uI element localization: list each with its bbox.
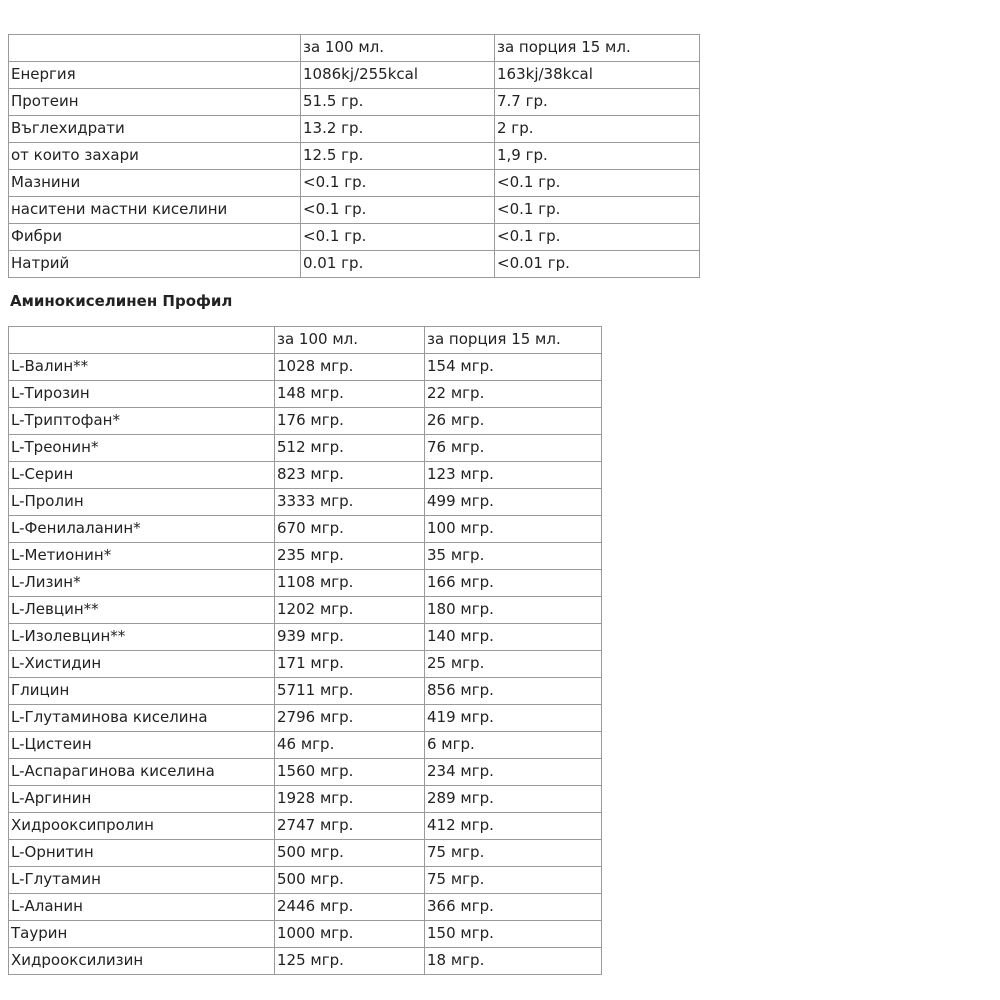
value-cell: 1,9 гр. [495,143,700,170]
value-cell: <0.1 гр. [301,224,495,251]
table-row [9,570,602,597]
table-row [9,705,602,732]
value-cell: 75 мгр. [425,867,602,894]
table-row [9,462,602,489]
value-cell: <0.1 гр. [495,170,700,197]
value-cell: 7.7 гр. [495,89,700,116]
value-cell: 823 мгр. [275,462,425,489]
table-row [9,170,700,197]
value-cell: 419 мгр. [425,705,602,732]
value-cell: 180 мгр. [425,597,602,624]
table-row [9,224,700,251]
value-cell: 148 мгр. [275,381,425,408]
table-row [9,678,602,705]
row-label: L-Треонин* [9,435,275,462]
table-row [9,597,602,624]
row-label: Въглехидрати [9,116,301,143]
value-cell: 939 мгр. [275,624,425,651]
table-row [9,354,602,381]
value-cell: 856 мгр. [425,678,602,705]
value-cell: 100 мгр. [425,516,602,543]
row-label: L-Глутаминова киселина [9,705,275,732]
value-cell: 235 мгр. [275,543,425,570]
value-cell: 2747 мгр. [275,813,425,840]
amino-table-body [9,327,602,975]
value-cell: 1108 мгр. [275,570,425,597]
value-cell: 140 мгр. [425,624,602,651]
header-cell: за порция 15 мл. [495,35,700,62]
value-cell: 234 мгр. [425,759,602,786]
value-cell: 670 мгр. [275,516,425,543]
row-label: Енергия [9,62,301,89]
nutrition-table [8,34,700,278]
value-cell: 154 мгр. [425,354,602,381]
value-cell: 123 мгр. [425,462,602,489]
row-label: L-Аспарагинова киселина [9,759,275,786]
row-label: L-Орнитин [9,840,275,867]
value-cell: 5711 мгр. [275,678,425,705]
table-row [9,840,602,867]
table-header-row [9,327,602,354]
row-label: Хидрооксилизин [9,948,275,975]
table-row [9,197,700,224]
table-row [9,894,602,921]
header-cell [9,327,275,354]
value-cell: 500 мгр. [275,867,425,894]
value-cell: 25 мгр. [425,651,602,678]
row-label: наситени мастни киселини [9,197,301,224]
row-label: L-Аргинин [9,786,275,813]
value-cell: 166 мгр. [425,570,602,597]
table-row [9,89,700,116]
row-label: L-Хистидин [9,651,275,678]
table-row [9,251,700,278]
header-cell: за порция 15 мл. [425,327,602,354]
row-label: L-Фенилаланин* [9,516,275,543]
value-cell: 51.5 гр. [301,89,495,116]
value-cell: 76 мгр. [425,435,602,462]
header-cell [9,35,301,62]
value-cell: 2446 мгр. [275,894,425,921]
value-cell: 1202 мгр. [275,597,425,624]
value-cell: 46 мгр. [275,732,425,759]
value-cell: 35 мгр. [425,543,602,570]
value-cell: 1928 мгр. [275,786,425,813]
value-cell: 171 мгр. [275,651,425,678]
row-label: L-Аланин [9,894,275,921]
table-row [9,516,602,543]
table-row [9,116,700,143]
row-label: Глицин [9,678,275,705]
amino-section-title: Аминокиселинен Профил [10,292,233,310]
table-row [9,143,700,170]
value-cell: 1000 мгр. [275,921,425,948]
value-cell: 1560 мгр. [275,759,425,786]
value-cell: 150 мгр. [425,921,602,948]
value-cell: 1028 мгр. [275,354,425,381]
row-label: L-Серин [9,462,275,489]
value-cell: 163kj/38kcal [495,62,700,89]
value-cell: 499 мгр. [425,489,602,516]
table-row [9,759,602,786]
table-row [9,62,700,89]
value-cell: 500 мгр. [275,840,425,867]
value-cell: 512 мгр. [275,435,425,462]
table-row [9,651,602,678]
row-label: L-Валин** [9,354,275,381]
value-cell: <0.1 гр. [301,170,495,197]
value-cell: <0.1 гр. [301,197,495,224]
value-cell: 0.01 гр. [301,251,495,278]
row-label: L-Тирозин [9,381,275,408]
value-cell: 2796 мгр. [275,705,425,732]
row-label: Протеин [9,89,301,116]
value-cell: <0.1 гр. [495,197,700,224]
value-cell: 12.5 гр. [301,143,495,170]
table-row [9,921,602,948]
row-label: L-Глутамин [9,867,275,894]
value-cell: <0.01 гр. [495,251,700,278]
row-label: L-Триптофан* [9,408,275,435]
header-cell: за 100 мл. [275,327,425,354]
table-row [9,867,602,894]
row-label: L-Метионин* [9,543,275,570]
value-cell: 75 мгр. [425,840,602,867]
table-row [9,813,602,840]
row-label: Таурин [9,921,275,948]
value-cell: 18 мгр. [425,948,602,975]
value-cell: 1086kj/255kcal [301,62,495,89]
row-label: Хидрооксипролин [9,813,275,840]
value-cell: 176 мгр. [275,408,425,435]
table-row [9,543,602,570]
row-label: L-Левцин** [9,597,275,624]
table-header-row [9,35,700,62]
table-row [9,408,602,435]
row-label: Фибри [9,224,301,251]
value-cell: 366 мгр. [425,894,602,921]
value-cell: 26 мгр. [425,408,602,435]
row-label: L-Цистеин [9,732,275,759]
table-row [9,435,602,462]
header-cell: за 100 мл. [301,35,495,62]
value-cell: 22 мгр. [425,381,602,408]
value-cell: 3333 мгр. [275,489,425,516]
table-row [9,624,602,651]
table-row [9,489,602,516]
row-label: от които захари [9,143,301,170]
value-cell: 412 мгр. [425,813,602,840]
row-label: L-Пролин [9,489,275,516]
table-row [9,381,602,408]
row-label: L-Изолевцин** [9,624,275,651]
table-row [9,786,602,813]
row-label: Натрий [9,251,301,278]
amino-acid-table [8,326,602,975]
value-cell: 13.2 гр. [301,116,495,143]
value-cell: 289 мгр. [425,786,602,813]
value-cell: 2 гр. [495,116,700,143]
value-cell: 125 мгр. [275,948,425,975]
table-row [9,948,602,975]
row-label: L-Лизин* [9,570,275,597]
value-cell: 6 мгр. [425,732,602,759]
table-row [9,732,602,759]
nutrition-table-body [9,35,700,278]
value-cell: <0.1 гр. [495,224,700,251]
row-label: Мазнини [9,170,301,197]
